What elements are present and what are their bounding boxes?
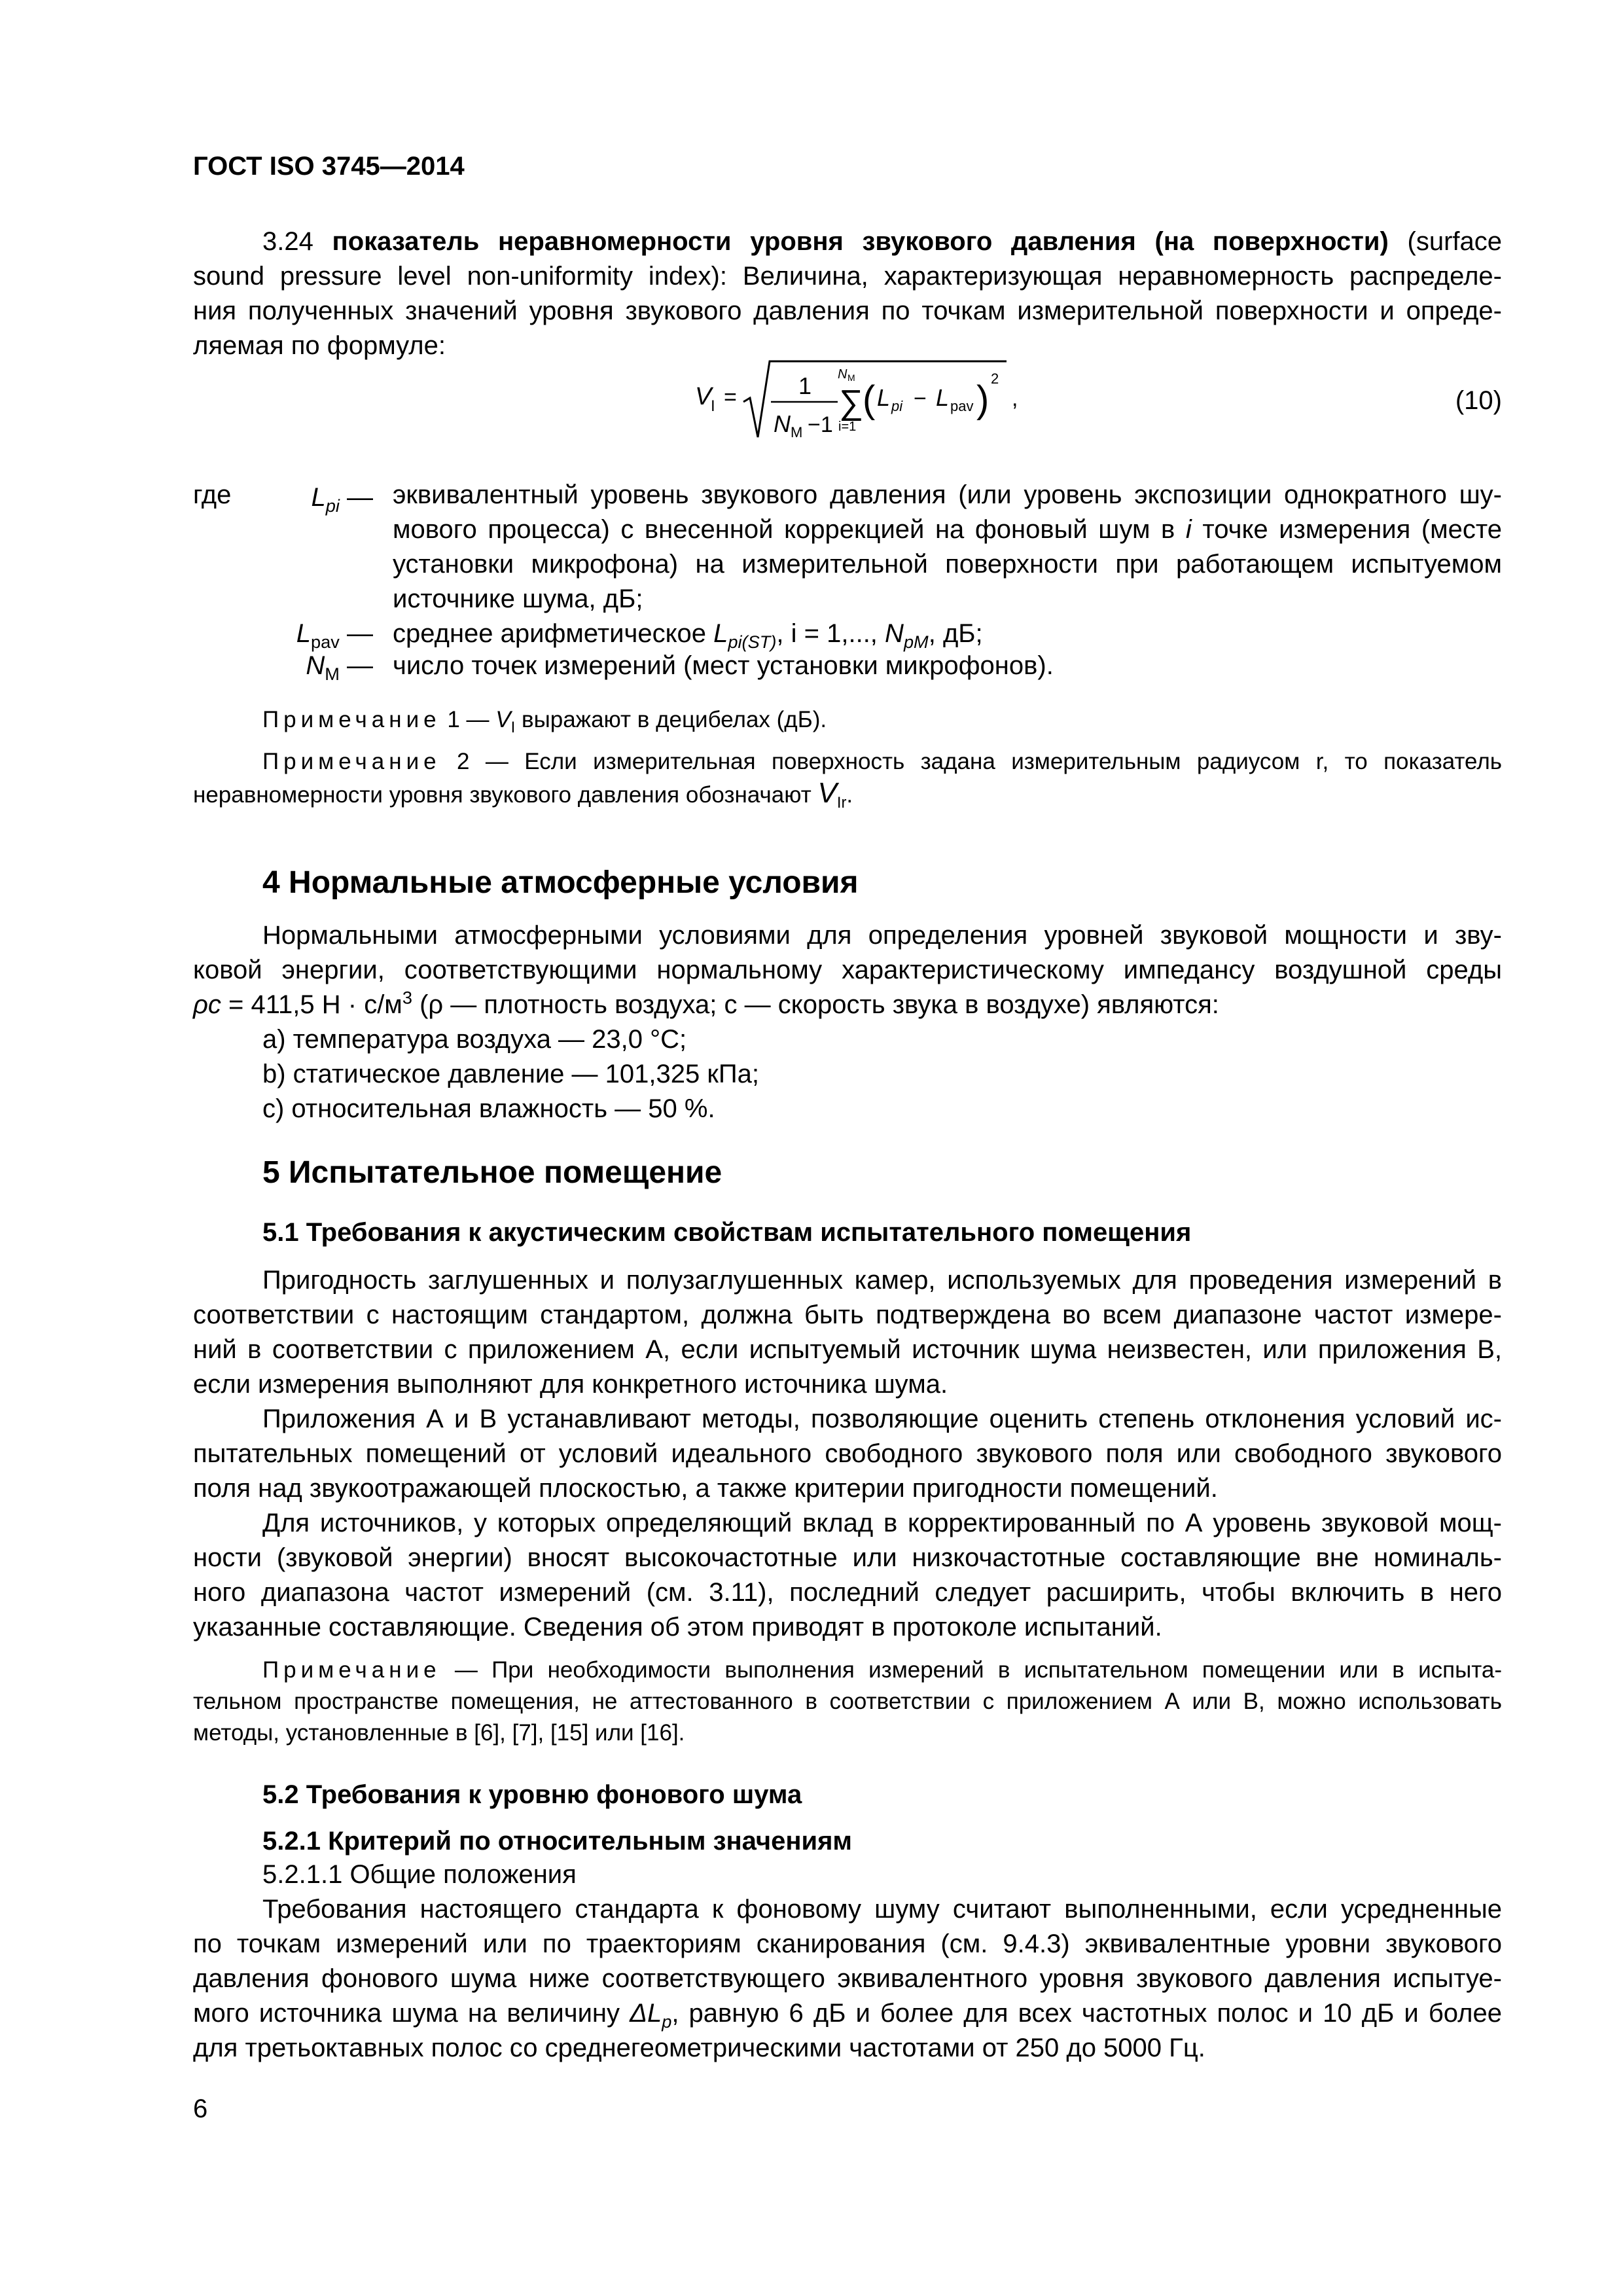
- document-header: ГОСТ ISO 3745—2014: [193, 152, 465, 181]
- term-3-24-line4: ляемая по формуле:: [193, 331, 446, 360]
- section-5-1-note: Примечание — При необходимости выполнения измерений в испытательном помещении или в испыта- тельном пространстве помещения, не аттестованного в соответствии с приложением А или В, можно использовать методы, установленные в [6], [7], [15] или [16].: [193, 1657, 1502, 1746]
- section-5-1-title: 5.1 Требования к акустическим свойствам испытательного помещения: [262, 1218, 1192, 1247]
- formula-lhs: V: [695, 383, 712, 410]
- term-title: показатель неравномерности уровня звукового давления (на поверхности): [332, 227, 1389, 256]
- where-symbol-nm: $N_M$ —: [306, 651, 373, 684]
- section-5-2-1-1-title: 5.2.1.1 Общие положения: [262, 1860, 577, 1889]
- section-4-title: 4 Нормальные атмосферные условия: [262, 865, 859, 900]
- term-3-24-line2: sound pressure level non-uniformity index): Величина, характеризующая неравномерность распределе-: [193, 262, 1502, 291]
- sum-top-sub: M: [847, 372, 855, 383]
- condition-c: c) относительная влажность — 50 %.: [262, 1094, 715, 1123]
- formula-lhs-sub: I: [711, 397, 715, 415]
- right-paren: ): [976, 378, 990, 421]
- term-3-24-line3: ния полученных значений уровня звукового давления по точкам измерительной поверхности и опреде-: [193, 296, 1502, 325]
- sum-top: N: [838, 367, 847, 382]
- section-5-title: 5 Испытательное помещение: [262, 1155, 722, 1190]
- den-sub: M: [791, 424, 803, 440]
- where-symbol-lpi: $L_{pi}$ —: [311, 483, 373, 516]
- fraction-numerator: 1: [798, 372, 812, 399]
- where-symbol-lpav: $L_{pav}$ —: [296, 619, 373, 652]
- formula-10: [694, 353, 1021, 452]
- den-tail: −1: [808, 412, 833, 437]
- left-paren: (: [863, 378, 876, 421]
- formula-eq: =: [724, 385, 737, 410]
- section-5-2-title: 5.2 Требования к уровню фонового шума: [262, 1780, 802, 1809]
- section-4-body: Нормальными атмосферными условиями для определения уровней звуковой мощности и зву- ковой энергии, соответствующими нормальному характеристическому импедансу воздушной среды ρc = 411,5 $Н \cdot с/м^3$ (ρ — плотность воздуха; c — скорость звука в воздухе) являются: a) температура воздуха — 23,0 °C; b) статическое давление — 101,325 кПа; c) относительная влажность — 50 %.: [193, 918, 1502, 1126]
- formula-comma: ,: [1012, 386, 1018, 411]
- note-2: Примечание 2 — Если измерительная поверхность задана измерительным радиусом r, то показатель неравномерности уровня звукового давления обозначают $V_{Ir}$.: [193, 749, 1502, 812]
- formula-number: (10): [1455, 386, 1502, 415]
- where-desc-lpi: эквивалентный уровень звукового давления (или уровень экспозиции однократного шу- мового процесса) с внесенной коррекцией на фоновый шум в i точке измерения (месте установки микрофона) на измерительной поверхности при работающем испытуемом источнике шума, дБ;: [393, 480, 1502, 613]
- page-number: 6: [193, 2094, 208, 2123]
- term-b-sub: pav: [950, 398, 974, 414]
- sum-bottom: i=1: [838, 420, 857, 434]
- where-desc-nm: число точек измерений (мест установки микрофонов).: [393, 651, 1054, 680]
- term-3-24: [193, 224, 1502, 363]
- where-desc-lpav: среднее арифметическое $L_{pi(ST)}$, i = 1,..., $N_{pM}$, дБ;: [393, 619, 983, 652]
- term-a-sub: pi: [891, 398, 903, 414]
- sum-sign: ∑: [839, 384, 864, 422]
- section-5-2-1-title: 5.2.1 Критерий по относительным значениям: [262, 1827, 853, 1856]
- where-label: где: [193, 480, 232, 509]
- term-minus: −: [914, 386, 927, 411]
- condition-a: a) температура воздуха — 23,0 °C;: [262, 1025, 687, 1054]
- section-5-2-1-body: 5.2.1.1 Общие положения Требования настоящего стандарта к фоновому шуму считают выполненными, если усредненные по точкам измерений или по траекториям сканирования (см. 9.4.3) эквивалентные уровни звукового давления фонового шума ниже соответствующего эквивалентного уровня звукового давления испытуе- мого источника шума на величину $\Delta L_p$, равную 6 дБ и более для всех частотных полос и 10 дБ и более для третьоктавных полос со среднегеометрическими частотами от 250 до 5000 Гц.: [193, 1857, 1502, 2066]
- power: 2: [991, 370, 999, 387]
- term-b: L: [936, 384, 950, 411]
- term-3-24-line1: 3.24 показатель неравномерности уровня звукового давления (на поверхности) (surface: [262, 227, 1502, 256]
- note-1: Примечание 1 — $V_I$ выражают в децибелах (дБ).: [262, 707, 827, 736]
- section-5-1-body: Пригодность заглушенных и полузаглушенных камер, используемых для проведения измерений в соответствии с настоящим стандартом, должна быть подтверждена во всем диапазоне частот измере- ний в соответствии с приложением А, если испытуемый источник шума неизвестен, или приложения В, если измерения выполняют для конкретного источника шума. Приложения А и В устанавливают методы, позволяющие оценить степень отклонения условий ис- пытательных помещений от условий идеального свободного звукового поля или свободного звукового поля над звукоотражающей плоскостью, а также критерии пригодности помещений. Для источников, у которых определяющий вклад в корректированный по А уровень звуковой мощ- ности (звуковой энергии) вносят высокочастотные или низкочастотные составляющие вне номиналь- ного диапазона частот измерений (см. 3.11), последний следует расширить, чтобы включить в него указанные составляющие. Сведения об этом приводят в протоколе испытаний.: [193, 1266, 1502, 1641]
- term-a: L: [877, 384, 891, 411]
- condition-b: b) статическое давление — 101,325 кПа;: [262, 1060, 759, 1088]
- den-var: N: [774, 410, 791, 437]
